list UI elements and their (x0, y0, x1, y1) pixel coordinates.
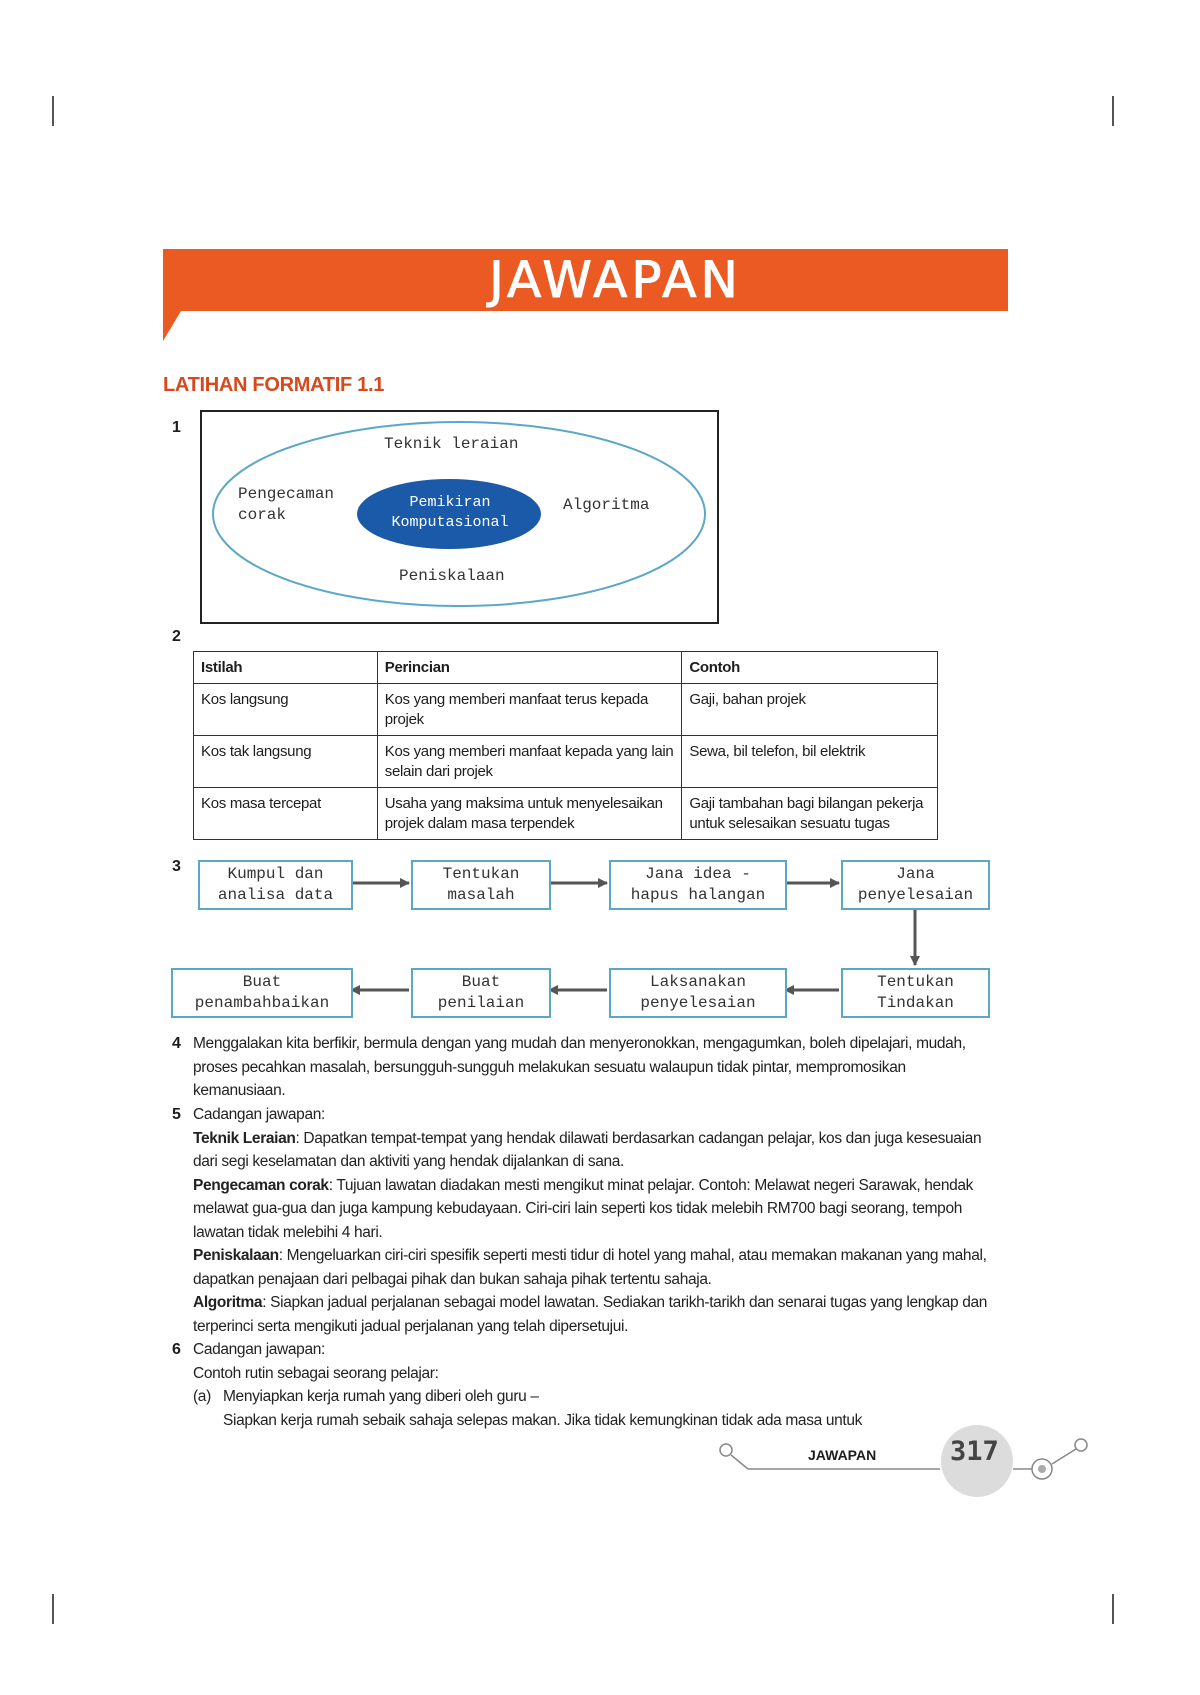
q5-text: : Tujuan lawatan diadakan mesti mengikut minat pelajar. Contoh: Melawat negeri Sarawak, hendak melawat gua-gua dan juga kampung kebudayaan. Ciri-ciri lain seperti kos tidak melebih RM700 bagi seorang, tempoh lawatan tidak melebihi 4 hari. (193, 1176, 974, 1241)
table-cell: Kos masa tercepat (194, 788, 378, 840)
question-2-number: 2 (172, 628, 181, 645)
flow-step-2: Tentukan masalah (411, 860, 551, 910)
table-header-cell: Contoh (682, 652, 938, 684)
table-cell: Gaji, bahan projek (682, 684, 938, 736)
q1-top-label: Teknik leraian (384, 435, 519, 453)
table-cell: Gaji tambahan bagi bilangan pekerja untuk selesaikan sesuatu tugas (682, 788, 938, 840)
q1-right-label: Algoritma (563, 496, 650, 514)
q1-center-label: Pemikiran Komputasional (391, 494, 509, 531)
flow-step-8: Buat penambahbaikan (171, 968, 353, 1018)
question-3-number: 3 (172, 858, 181, 875)
flow-step-3: Jana idea - hapus halangan (609, 860, 787, 910)
table-header-cell: Perincian (377, 652, 682, 684)
question-1-number: 1 (172, 419, 181, 436)
flow-step-4: Jana penyelesaian (841, 860, 990, 910)
footer-node-left (720, 1444, 732, 1456)
q5-term: Teknik Leraian (193, 1129, 296, 1147)
table-cell: Kos tak langsung (194, 736, 378, 788)
table-header-cell: Istilah (194, 652, 378, 684)
q5-term: Peniskalaan (193, 1247, 279, 1264)
q5-term: Algoritma (193, 1294, 263, 1311)
q5-intro: Cadangan jawapan: (193, 1106, 325, 1123)
table-cell: Usaha yang maksima untuk menyelesaikan projek dalam masa terpendek (377, 788, 682, 840)
section-title: LATIHAN FORMATIF 1.1 (163, 374, 385, 396)
flow-step-7: Buat penilaian (411, 968, 551, 1018)
table-cell: Kos yang memberi manfaat terus kepada projek (377, 684, 682, 736)
q6-item-continuation: Siapkan kerja rumah sebaik sahaja selepas makan. Jika tidak kemungkinan tidak ada masa untuk (223, 1411, 862, 1429)
q4-answer: Menggalakan kita berfikir, bermula dengan yang mudah dan menyeronokkan, mengagumkan, boleh dipelajari, mudah, proses pecahkan masalah, bersungguh-sungguh melakukan sesuatu walaupun tidak pintar, mempromosikan kemanusiaan. (193, 1035, 966, 1099)
page-title: JAWAPAN (489, 251, 742, 309)
q6-item-text: Menyiapkan kerja rumah yang diberi oleh guru – (223, 1388, 539, 1405)
q5-term: Pengecaman corak (193, 1176, 329, 1194)
flow-step-1: Kumpul dan analisa data (198, 860, 353, 910)
q6-line2: Contoh rutin sebagai seorang pelajar: (193, 1364, 439, 1382)
question-6-number: 6 (172, 1341, 181, 1358)
q5-text: : Dapatkan tempat-tempat yang hendak dilawati berdasarkan cadangan pelajar, kos dan juga kesesuaian dari segi keselamatan dan aktiviti yang hendak dijalankan di sana. (193, 1129, 982, 1170)
footer-label: JAWAPAN (808, 1447, 877, 1463)
table-cell: Kos yang memberi manfaat kepada yang lain selain dari projek (377, 736, 682, 788)
page-number: 317 (950, 1436, 999, 1467)
q6-intro: Cadangan jawapan: (193, 1341, 325, 1358)
q6-item-label: (a) (193, 1388, 211, 1405)
table-cell: Sewa, bil telefon, bil elektrik (682, 736, 938, 788)
q1-bottom-label: Peniskalaan (399, 567, 505, 585)
table-cell: Kos langsung (194, 684, 378, 736)
footer-node-right (1075, 1439, 1087, 1451)
q1-left-label: Pengecaman corak (238, 485, 335, 524)
flow-step-6: Laksanakan penyelesaian (609, 968, 787, 1018)
flow-step-5: Tentukan Tindakan (841, 968, 990, 1018)
question-5-number: 5 (172, 1106, 181, 1123)
question-4-number: 4 (172, 1035, 181, 1052)
q5-text: : Siapkan jadual perjalanan sebagai model lawatan. Sediakan tarikh-tarikh dan senarai tugas yang lengkap dan terperinci serta mengikuti jadual perjalanan yang telah dipersetujui. (193, 1294, 987, 1335)
q5-text: : Mengeluarkan ciri-ciri spesifik seperti mesti tidur di hotel yang mahal, atau memakan makanan yang mahal, dapatkan penajaan dari pelbagai pihak dan bukan sahaja pihak tertentu sahaja. (193, 1247, 987, 1288)
